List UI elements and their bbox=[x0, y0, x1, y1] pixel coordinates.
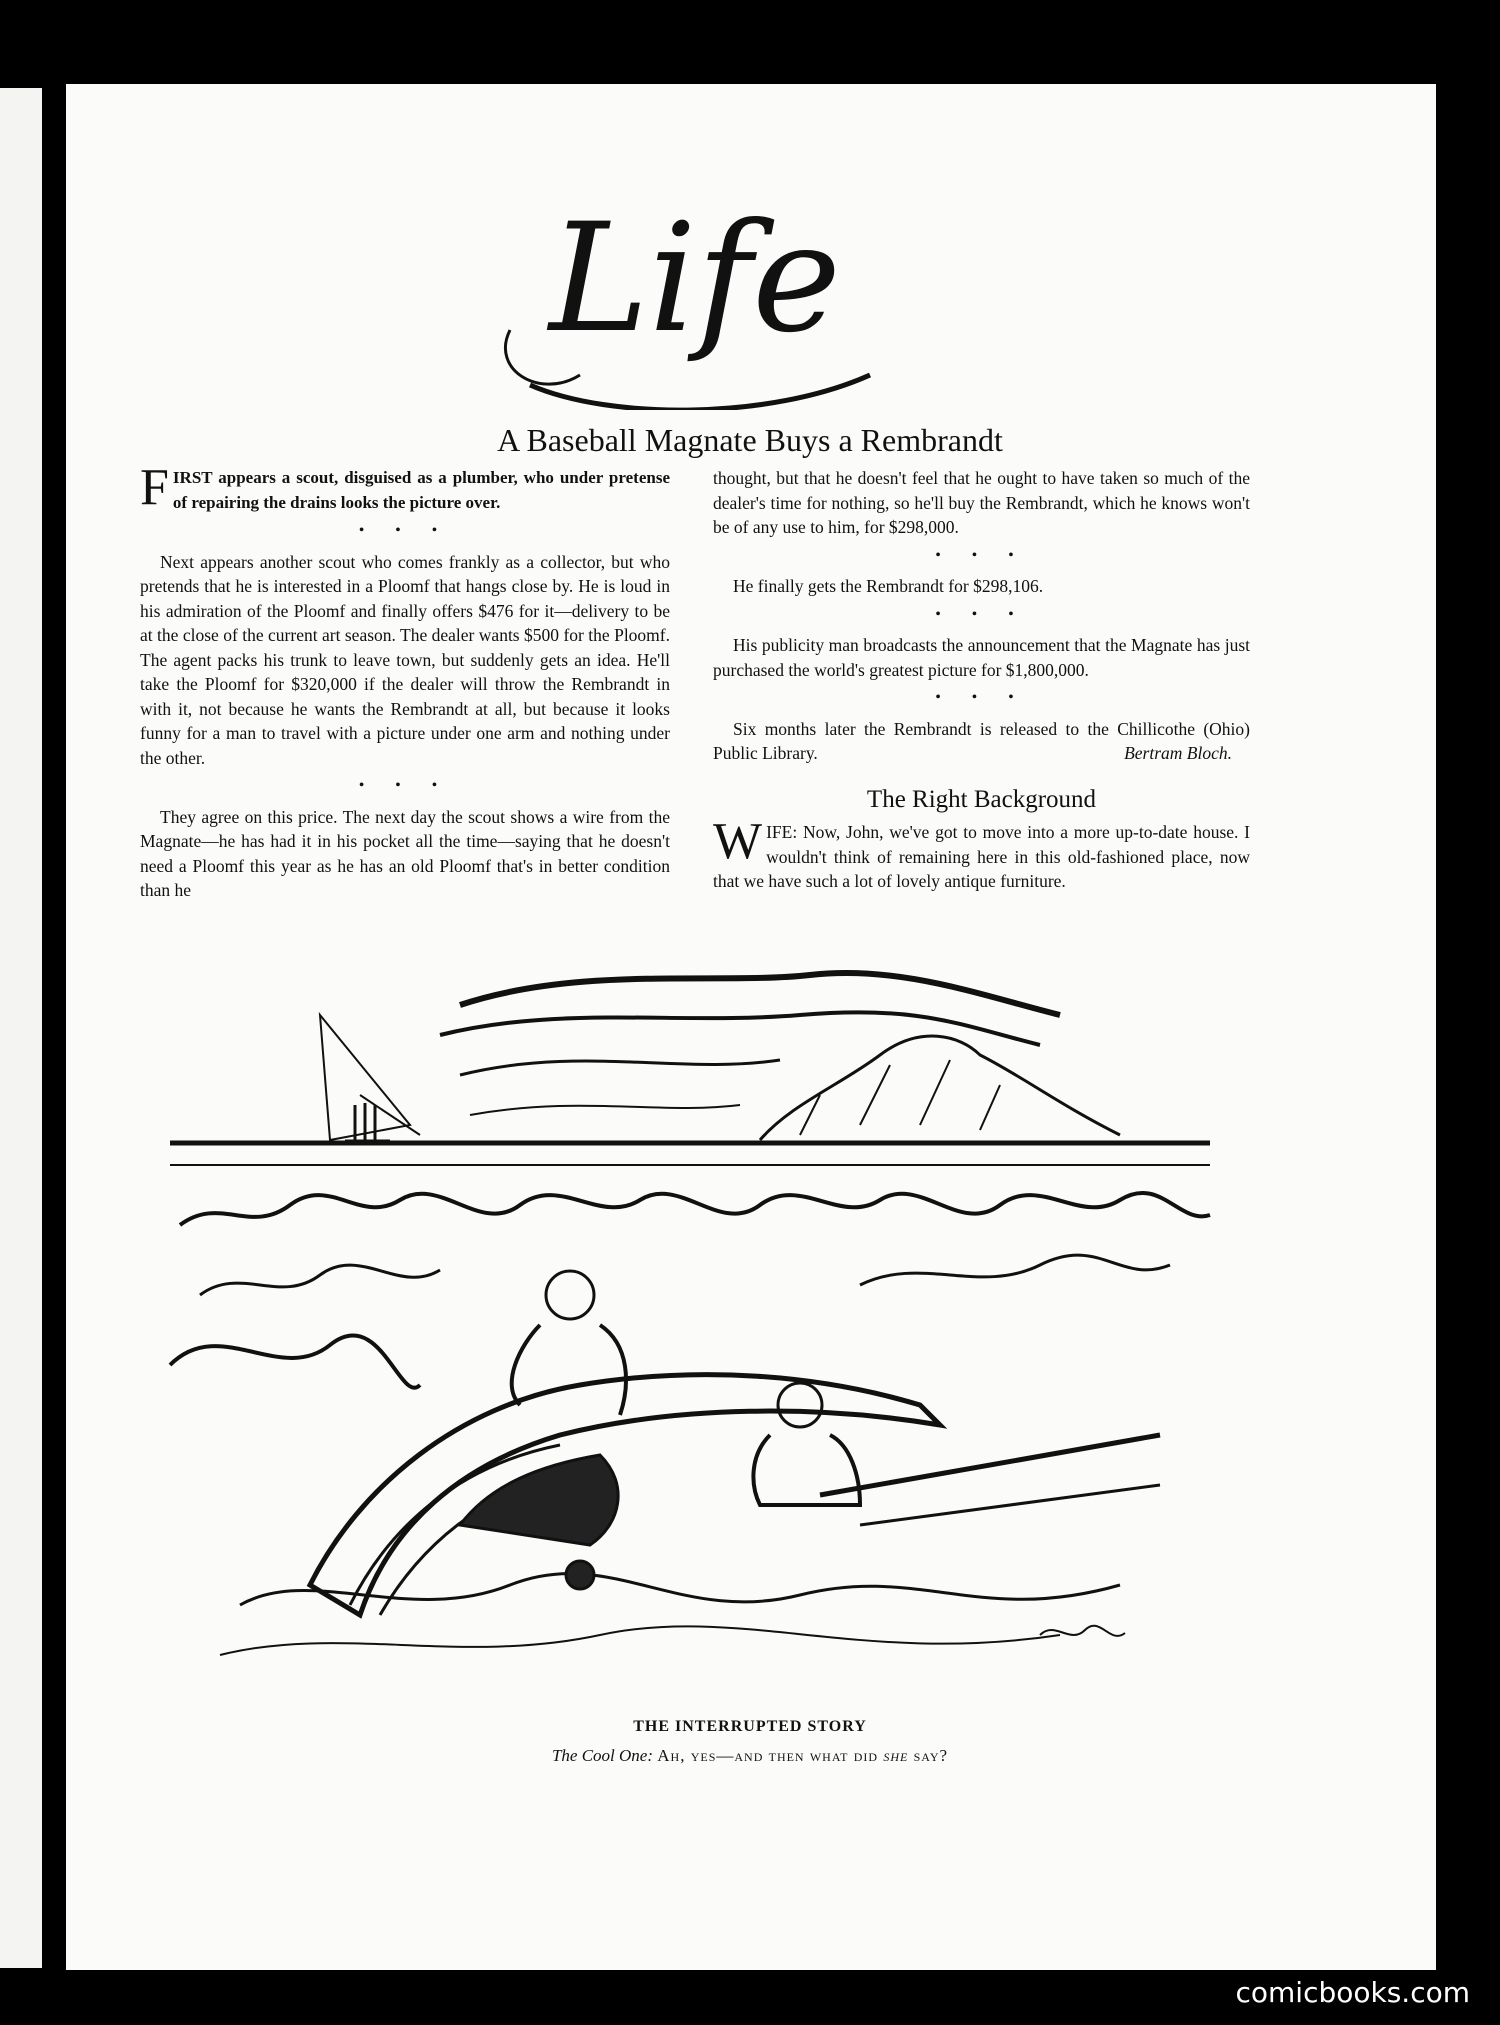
section-separator: • • • bbox=[359, 778, 451, 793]
joke-paragraph: WIFE: Now, John, we've got to move into a more up-to-date house. I wouldn't think of remaining here in this old-fashioned place, now that we have such a lot of lovely antique furniture. bbox=[713, 813, 1250, 891]
article-paragraph: Six months later the Rembrandt is released to the Chillicothe (Ohio) Public Library. Bertram Bloch. bbox=[713, 717, 1250, 766]
article-column-left bbox=[140, 459, 670, 907]
svg-text:Life: Life bbox=[549, 192, 841, 366]
cartoon-illustration bbox=[160, 965, 1220, 1675]
life-masthead-logo bbox=[470, 130, 920, 410]
article-title: A Baseball Magnate Buys a Rembrandt bbox=[497, 422, 1003, 458]
adjacent-page-edge bbox=[0, 88, 42, 1968]
cartoon-caption bbox=[0, 1746, 1500, 1766]
article-paragraph: Next appears another scout who comes frankly as a collector, but who pretends that he is interested in a Ploomf that hangs close by. He is loud in his admiration of the Ploomf and finally offers $476 for it—delivery to be at the close of the current art season. The dealer wants $500 for the Ploomf. The agent packs his trunk to leave town, but suddenly gets an idea. He'll take the Ploomf for $320,000 if the dealer will throw the Rembrandt in with it, not because he wants the Rembrandt at all, but because it looks funny for a man to travel with a picture under one arm and nothing under the other. bbox=[140, 551, 670, 768]
drop-cap: W bbox=[713, 813, 763, 870]
caption-speech: Ah, yes—and then what did she say? bbox=[657, 1746, 949, 1765]
section-separator: • • • bbox=[935, 547, 1028, 563]
article-paragraph: He finally gets the Rembrandt for $298,106. bbox=[733, 576, 1044, 596]
article-column-right bbox=[713, 466, 1250, 898]
drop-cap: F bbox=[140, 459, 169, 516]
article-lead-paragraph: FIRST appears a scout, disguised as a plumber, who under pretense of repairing the drains looks the picture over. bbox=[140, 459, 670, 516]
section-separator: • • • bbox=[935, 606, 1028, 622]
joke-title: The Right Background bbox=[866, 785, 1097, 813]
site-watermark: comicbooks.com bbox=[1235, 1976, 1470, 2009]
article-paragraph: His publicity man broadcasts the announcement that the Magnate has just purchased the world's greatest picture for $1,800,000. bbox=[713, 635, 1250, 680]
cartoon-title: THE INTERRUPTED STORY bbox=[633, 1718, 867, 1735]
article-paragraph: thought, but that he doesn't feel that he ought to have taken so much of the dealer's time for nothing, so he'll buy the Rembrandt, which he knows won't be of any use to him, for $298,000. bbox=[713, 468, 1250, 537]
caption-speaker: The Cool One: bbox=[551, 1746, 653, 1765]
section-separator: • • • bbox=[935, 690, 1028, 705]
article-paragraph: They agree on this price. The next day the scout shows a wire from the Magnate—he has had it in his pocket all the time—saying that he doesn't need a Ploomf this year as he has an old Ploomf that's in better condition than he bbox=[140, 806, 670, 900]
author-signature: Bertram Bloch. bbox=[1124, 743, 1232, 763]
section-separator: • • • bbox=[359, 523, 451, 538]
